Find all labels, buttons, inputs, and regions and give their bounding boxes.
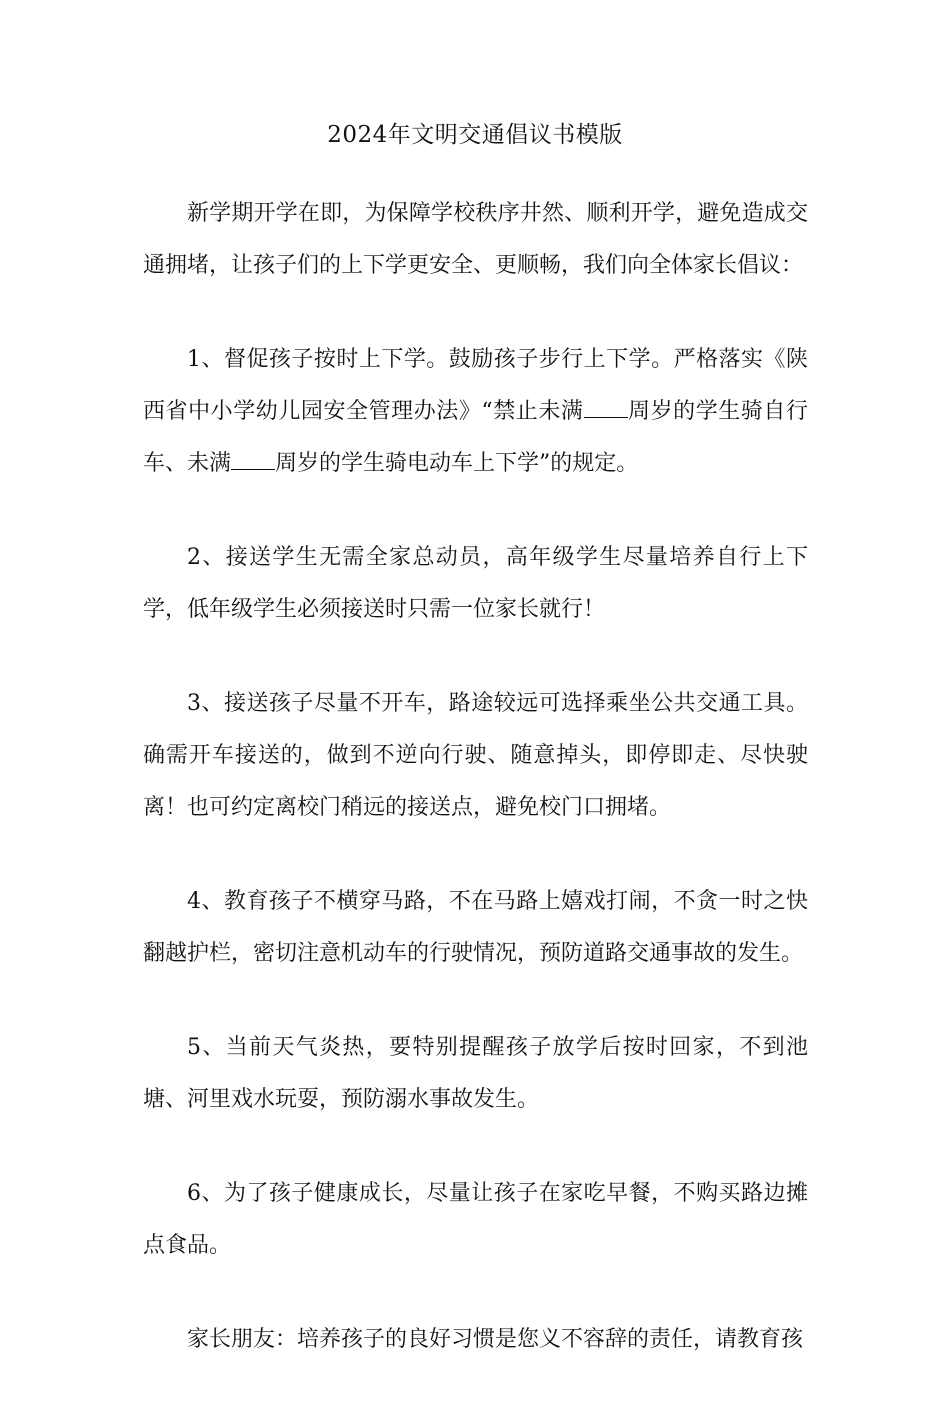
item-6-paragraph: 6、为了孩子健康成长，尽量让孩子在家吃早餐，不购买路边摊点食品。: [143, 1181, 808, 1258]
item-4-paragraph: 4、教育孩子不横穿马路，不在马路上嬉戏打闹，不贪一时之快翻越护栏，密切注意机动车的行驶情况，预防道路交通事故的发生。: [143, 889, 808, 966]
item-1-text: 1、督促孩子按时上下学。鼓励孩子步行上下学。严格落实《陕西省中小学幼儿园安全管理办法》“禁止未满: [143, 347, 808, 424]
document-title: 2024年文明交通倡议书模版: [327, 122, 623, 148]
intro-paragraph: 新学期开学在即，为保障学校秩序井然、顺利开学，避免造成交通拥堵，让孩子们的上下学更安全、更顺畅，我们向全体家长倡议：: [143, 201, 808, 278]
blank-line: [584, 399, 628, 418]
item-5-paragraph: 5、当前天气炎热，要特别提醒孩子放学后按时回家，不到池塘、河里戏水玩耍，预防溺水事故发生。: [143, 1035, 808, 1112]
blank-line: [231, 451, 275, 470]
item-1-text-continued: 周岁的学生骑自行车、未满: [143, 399, 808, 476]
item-3-paragraph: 3、接送孩子尽量不开车，路途较远可选择乘坐公共交通工具。确需开车接送的，做到不逆向行驶、随意掉头，即停即走、尽快驶离！也可约定离校门稍远的接送点，避免校门口拥堵。: [143, 691, 808, 820]
item-1-paragraph: [143, 334, 808, 490]
closing-paragraph: 家长朋友：培养孩子的良好习惯是您义不容辞的责任，请教育孩: [187, 1327, 804, 1352]
item-2-paragraph: 2、接送学生无需全家总动员，高年级学生尽量培养自行上下学，低年级学生必须接送时只需一位家长就行！: [143, 545, 808, 622]
item-1-text-end: 周岁的学生骑电动车上下学”的规定。: [275, 451, 639, 476]
document-body: [143, 188, 808, 1408]
